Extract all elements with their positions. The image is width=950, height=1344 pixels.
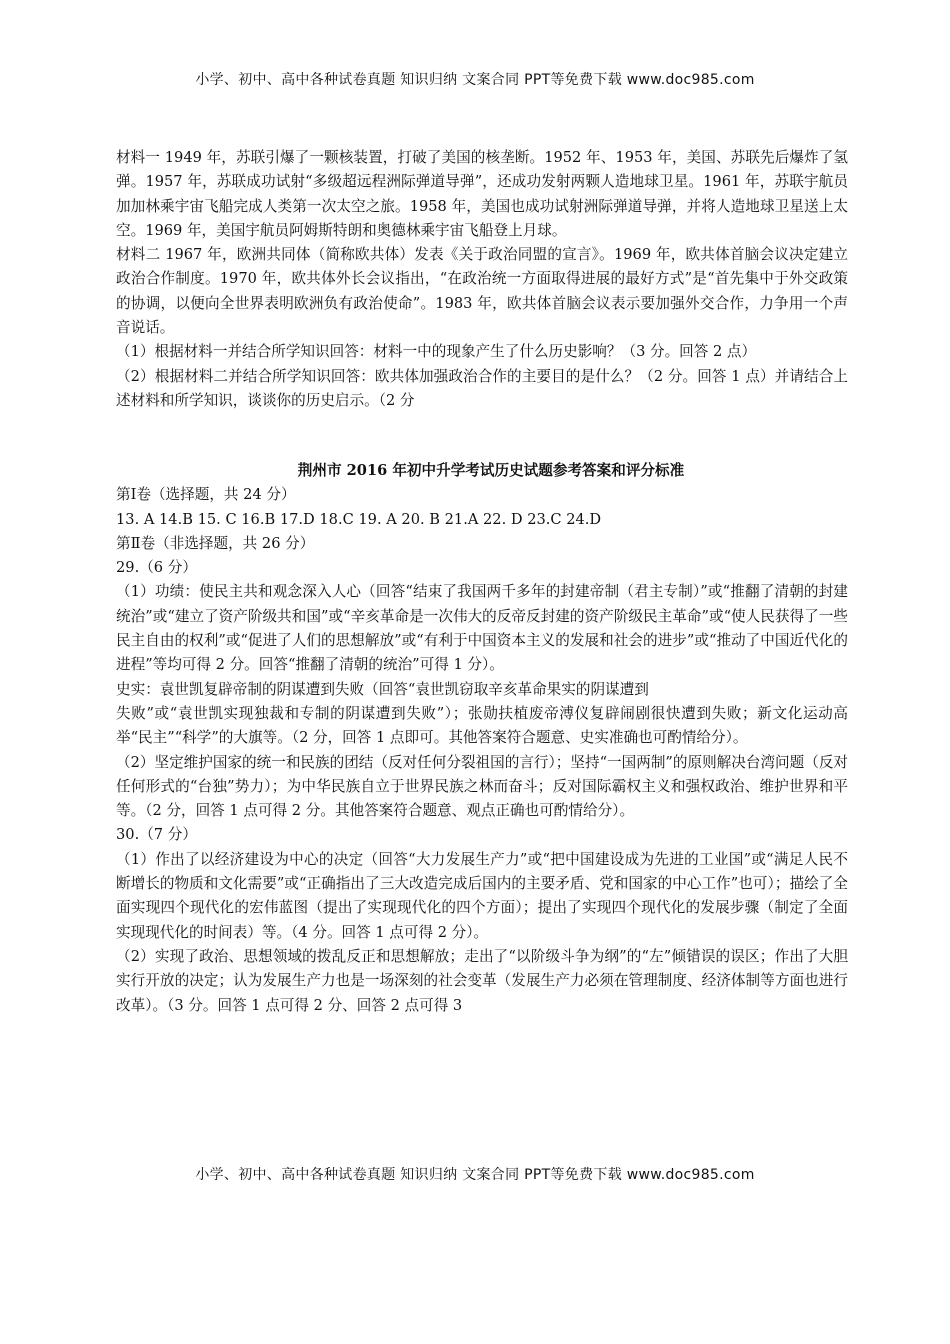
answer-29-fact-cont: 失败”或“袁世凯实现独裁和专制的阴谋遭到失败”）；张勋扶植废帝溥仪复辟闹剧很快遭到失败；新文化运动高举“民主”“科学”的大旗等。（2 分，回答 1 点即可。其他答案符合题意、史实准确也可酌情给分）。 <box>116 704 848 747</box>
answer-title: 荆州市 2016 年初中升学考试历史试题参考答案和评分标准 <box>297 462 685 480</box>
answer-29-fact-line: 史实：袁世凯复辟帝制的阴谋遭到失败（回答“袁世凯窃取辛亥革命果实的阴谋遭到 <box>116 680 649 698</box>
question-1: （1）根据材料一并结合所学知识回答：材料一中的现象产生了什么历史影响？（3 分。回答 2 点） <box>116 343 757 361</box>
page-header: 小学、初中、高中各种试卷真题 知识归纳 文案合同 PPT等免费下载 www.doc985.com <box>195 72 755 88</box>
material-one: 材料一 1949 年，苏联引爆了一颗核装置，打破了美国的核垄断。1952 年、1953 年，美国、苏联先后爆炸了氢弹。1957 年，苏联成功试射“多级超远程洲际弹道导弹”，还成功发射两颗人造地球卫星。1961 年，苏联宇航员加加林乘宇宙飞船完成人类第一次太空之旅。1958 年，美国也成功试射洲际弹道导弹，并将人造地球卫星送上太空。1969 年，美国宇航员阿姆斯特朗和奥德林乘宇宙飞船登上月球。 <box>116 149 848 239</box>
question-29-heading: 29.（6 分） <box>116 559 197 577</box>
page-footer: 小学、初中、高中各种试卷真题 知识归纳 文案合同 PPT等免费下载 www.doc985.com <box>195 1167 755 1183</box>
part-one-heading: 第Ⅰ卷（选择题，共 24 分） <box>116 486 296 504</box>
answer-30-1: （1）作出了以经济建设为中心的决定（回答“大力发展生产力”或“把中国建设成为先进的工业国”或“满足人民不断增长的物质和文化需要”或“正确指出了三大改造完成后国内的主要矛盾、党和国家的中心工作”也可）；描绘了全面实现四个现代化的宏伟蓝图（提出了实现现代化的四个方面）；提出了实现四个现代化的发展步骤（制定了全面实现现代化的时间表）等。（4 分。回答 1 点可得 2 分）。 <box>116 850 848 941</box>
question-30-heading: 30.（7 分） <box>116 826 197 844</box>
part-two-heading: 第Ⅱ卷（非选择题，共 26 分） <box>116 534 315 552</box>
answer-30-2: （2）实现了政治、思想领域的拨乱反正和思想解放；走出了“以阶级斗争为纲”的“左”倾错误的误区；作出了大胆实行开放的决定；认为发展生产力也是一场深刻的社会变革（发展生产力必须在管理制度、经济体制等方面也进行改革）。（3 分。回答 1 点可得 2 分、回答 2 点可得 3 <box>116 947 848 1014</box>
document-body <box>116 146 848 1018</box>
answer-29-2: （2）坚定维护国家的统一和民族的团结（反对任何分裂祖国的言行）；坚持“一国两制”的原则解决台湾问题（反对任何形式的“台独”势力）；为中华民族自立于世界民族之林而奋斗；反对国际霸权主义和强权政治、维护世界和平等。（2 分，回答 1 点可得 2 分。其他答案符合题意、观点正确也可酌情给分）。 <box>116 753 849 820</box>
material-two: 材料二 1967 年，欧洲共同体（简称欧共体）发表《关于政治同盟的宣言》。1969 年，欧共体首脑会议决定建立政治合作制度。1970 年，欧共体外长会议指出，“在政治统一方面取得进展的最好方式”是“首先集中于外交政策的协调，以便向全世界表明欧洲负有政治使命”。1983 年，欧共体首脑会议表示要加强外交合作，力争用一个声音说话。 <box>116 246 848 337</box>
answer-29-1: （1）功绩：使民主共和观念深入人心（回答“结束了我国两千多年的封建帝制（君主专制）”或“推翻了清朝的封建统治”或“建立了资产阶级共和国”或“辛亥革命是一次伟大的反帝反封建的资产阶级民主革命”或“使人民获得了一些民主自由的权利”或“促进了人们的思想解放”或“有利于中国资本主义的发展和社会的进步”或“推动了中国近代化的进程”等均可得 2 分。回答“推翻了清朝的统治”可得 1 分）。 <box>116 583 848 674</box>
choice-answers: 13. A 14.B 15. C 16.B 17.D 18.C 19. A 20. B 21.A 22. D 23.C 24.D <box>116 510 602 528</box>
question-2: （2）根据材料二并结合所学知识回答：欧共体加强政治合作的主要目的是什么？（2 分。回答 1 点）并请结合上述材料和所学知识，谈谈你的历史启示。（2 分 <box>116 367 848 409</box>
